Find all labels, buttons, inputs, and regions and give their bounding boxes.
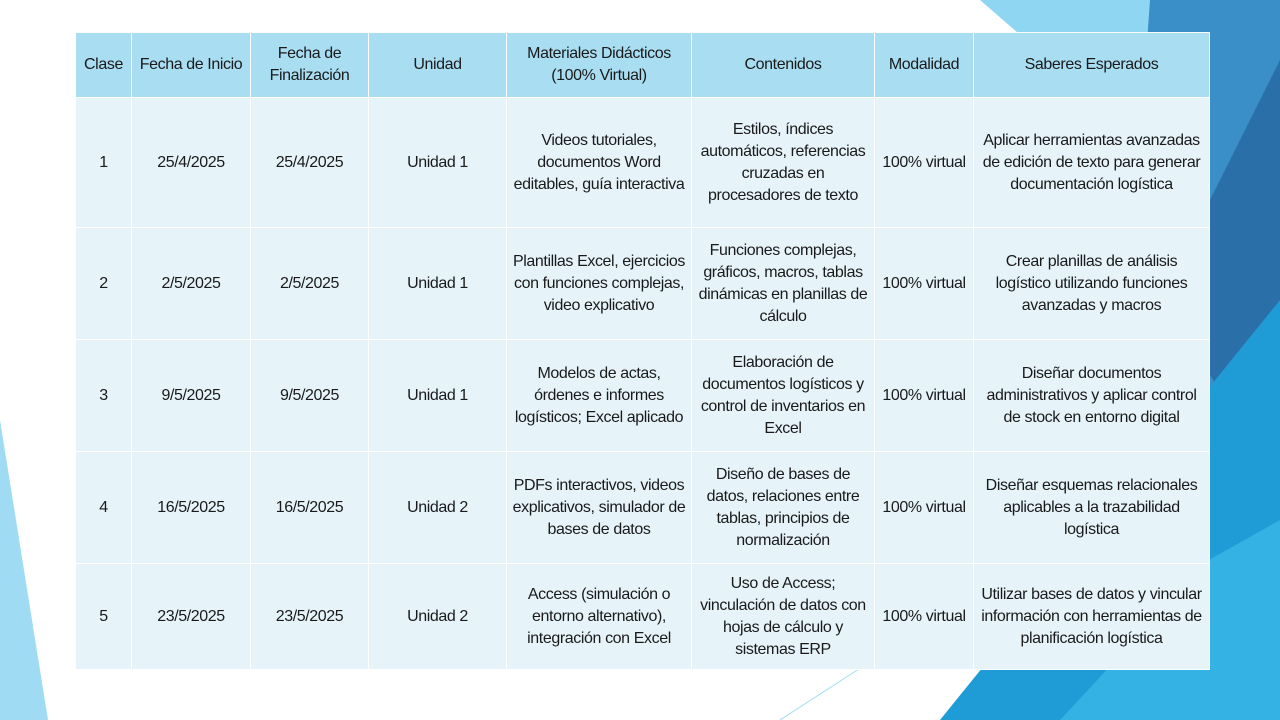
cell-clase: 1	[76, 98, 132, 228]
cell-modalidad: 100% virtual	[875, 98, 974, 228]
cell-contenidos: Estilos, índices automáticos, referencias cruzadas en procesadores de texto	[692, 98, 875, 228]
header-fecha-inicio-label: Fecha de Inicio	[139, 56, 243, 73]
cell-materiales: Videos tutoriales, documentos Word editables, guía interactiva	[507, 98, 692, 228]
cell-modalidad: 100% virtual	[875, 228, 974, 340]
header-contenidos-label: Contenidos	[744, 56, 822, 73]
header-saberes	[974, 33, 1210, 98]
schedule-table-container	[75, 32, 1209, 665]
cell-materiales: Modelos de actas, órdenes e informes logísticos; Excel aplicado	[507, 340, 692, 452]
cell-fecha-fin: 2/5/2025	[251, 228, 369, 340]
header-clase-label: Clase	[84, 56, 123, 73]
header-fecha-fin	[251, 33, 369, 98]
cell-fecha-inicio: 23/5/2025	[132, 564, 251, 670]
schedule-table	[75, 32, 1210, 670]
cell-fecha-inicio: 2/5/2025	[132, 228, 251, 340]
cell-fecha-fin: 23/5/2025	[251, 564, 369, 670]
decor-line	[780, 665, 865, 720]
cell-clase: 4	[76, 452, 132, 564]
header-materiales	[507, 33, 692, 98]
cell-modalidad: 100% virtual	[875, 340, 974, 452]
cell-contenidos: Diseño de bases de datos, relaciones entre tablas, principios de normalización	[692, 452, 875, 564]
decor-facet-left	[0, 420, 48, 720]
table-row	[76, 98, 1210, 228]
cell-saberes: Utilizar bases de datos y vincular información con herramientas de planificación logística	[974, 564, 1210, 670]
cell-modalidad: 100% virtual	[875, 564, 974, 670]
table-row	[76, 340, 1210, 452]
header-fecha-fin-line1: Fecha de	[277, 45, 342, 62]
cell-contenidos: Uso de Access; vinculación de datos con hojas de cálculo y sistemas ERP	[692, 564, 875, 670]
cell-fecha-inicio: 25/4/2025	[132, 98, 251, 228]
cell-materiales: Access (simulación o entorno alternativo), integración con Excel	[507, 564, 692, 670]
header-fecha-fin-line2: Finalización	[269, 67, 350, 84]
cell-unidad: Unidad 2	[369, 452, 507, 564]
cell-fecha-inicio: 16/5/2025	[132, 452, 251, 564]
cell-contenidos: Funciones complejas, gráficos, macros, tablas dinámicas en planillas de cálculo	[692, 228, 875, 340]
header-unidad	[369, 33, 507, 98]
header-fecha-inicio	[132, 33, 251, 98]
header-modalidad-label: Modalidad	[888, 56, 960, 73]
cell-materiales: PDFs interactivos, videos explicativos, simulador de bases de datos	[507, 452, 692, 564]
cell-unidad: Unidad 1	[369, 340, 507, 452]
table-header-row	[76, 33, 1210, 98]
cell-unidad: Unidad 1	[369, 98, 507, 228]
table-row	[76, 452, 1210, 564]
cell-saberes: Diseñar esquemas relacionales aplicables a la trazabilidad logística	[974, 452, 1210, 564]
cell-modalidad: 100% virtual	[875, 452, 974, 564]
cell-fecha-fin: 9/5/2025	[251, 340, 369, 452]
cell-saberes: Crear planillas de análisis logístico utilizando funciones avanzadas y macros	[974, 228, 1210, 340]
header-clase	[76, 33, 132, 98]
cell-contenidos: Elaboración de documentos logísticos y control de inventarios en Excel	[692, 340, 875, 452]
cell-saberes: Diseñar documentos administrativos y aplicar control de stock en entorno digital	[974, 340, 1210, 452]
table-row	[76, 564, 1210, 670]
cell-unidad: Unidad 2	[369, 564, 507, 670]
cell-materiales: Plantillas Excel, ejercicios con funciones complejas, video explicativo	[507, 228, 692, 340]
cell-saberes: Aplicar herramientas avanzadas de edición de texto para generar documentación logística	[974, 98, 1210, 228]
cell-clase: 3	[76, 340, 132, 452]
table-row	[76, 228, 1210, 340]
header-materiales-line2: (100% Virtual)	[551, 67, 647, 84]
cell-fecha-fin: 25/4/2025	[251, 98, 369, 228]
header-materiales-line1: Materiales Didácticos	[527, 45, 671, 62]
cell-fecha-inicio: 9/5/2025	[132, 340, 251, 452]
cell-fecha-fin: 16/5/2025	[251, 452, 369, 564]
cell-unidad: Unidad 1	[369, 228, 507, 340]
header-unidad-label: Unidad	[413, 56, 462, 73]
header-modalidad	[875, 33, 974, 98]
header-contenidos	[692, 33, 875, 98]
header-saberes-label: Saberes Esperados	[1024, 56, 1159, 73]
cell-clase: 2	[76, 228, 132, 340]
cell-clase: 5	[76, 564, 132, 670]
